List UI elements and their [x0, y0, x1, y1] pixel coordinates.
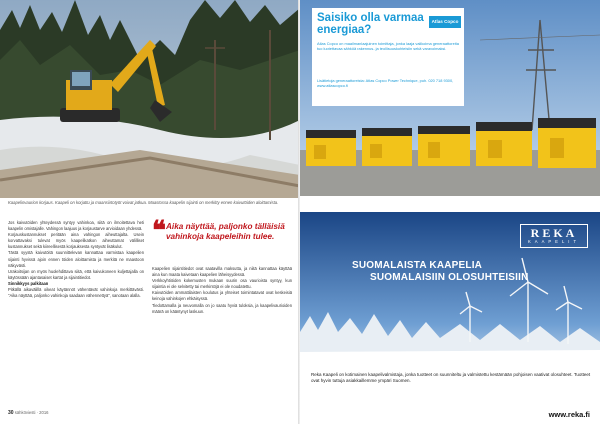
subheading: Sinnikkyys palkitaan	[8, 280, 49, 286]
right-page	[300, 0, 600, 424]
page-number: 30	[8, 410, 14, 416]
paragraph: Korjauskustannukset peritään aina vahingon aiheuttajalta. Usein korvattavaksi tulevat myös kaapelikatkon aiheuttamat välilliset kustannukset sekä kiireellisestä korjauksesta syntyvät lisäkulut.	[8, 232, 144, 250]
paragraph: Pitkällä aikavälillä oikeat käytännöt vähentävät vahinkoja merkittävästi. "Aika näyttää, paljonko vahinkoja saadaan vähennettyä", sanotaan alalla.	[8, 287, 144, 299]
article-column-2	[152, 266, 292, 315]
paragraph: Kaivutöiden ammattilaisten koulutus ja yhteiset toimintatavat ovat keskeisiä keinoja vahinkojen ehkäisyssä.	[152, 290, 292, 302]
pull-quote-text: Aika näyttää, paljonko tälläisiä vahinkoja kaapeleihin tulee.	[166, 222, 285, 241]
reka-headline-1: SUOMALAISTA KAAPELIA	[352, 260, 483, 271]
paragraph: Verkkoyhtiöiden kokemusten mukaan suurin osa vaurioista syntyy, kun sijaintia ei ole selvitetty tai merkintöjä ei ole noudatettu.	[152, 278, 292, 290]
reka-body: Reka Kaapeli on kotimainen kaapelivalmistaja, jonka tuotteet on suunniteltu ja valmistettu kestämään pohjoisen vaativat olosuhteet. Tuotteet ovat hyvin tuttuja asiakkaillemme ympäri Suomen.	[308, 370, 594, 386]
reka-logo	[520, 224, 588, 248]
ad-text-box	[312, 8, 464, 106]
page-footer	[8, 410, 49, 416]
paragraph: Tästä syystä kaivutöitä suunnittelevan kannattaa varmistaa kaapelien sijainti hyvissä ajoin ennen töiden aloittamista ja merkitä ne maastoon näkyvästi.	[8, 250, 144, 268]
photo-caption: Kaapelinvaurion korjaus. Kaapeli on korjattu ja maansiirtotyöt voivat jatkua. Maastossa kaapelin sijainti on merkitty ennen kaivutöiden aloittamista.	[8, 200, 279, 205]
ad-body: Atlas Copco on maailmanlaajuinen toimittaja, jonka laaja valikoima generaattoreita tuo luotettavaa sähköä rakennus- ja teollisuuskohteisiin sekä varavoimaksi.	[317, 41, 459, 52]
paragraph: Tiedottamalla ja neuvomalla on jo saatu hyviä tuloksia, ja kaapelivaurioiden määrä on kääntynyt laskuun.	[152, 302, 292, 314]
reka-logo-sub: KAAPELIT	[527, 239, 580, 244]
footer-text: sähköviesti · 2016	[14, 410, 49, 415]
reka-headline-2: SUOMALAISIIN OLOSUHTEISIIN	[370, 272, 529, 283]
paragraph: Jos kaivutöiden yhteydessä syntyy vahinkoa, siitä on ilmoitettava heti kaapelin omistajalle. Vahingon laajuus ja korjaustarve arvioidaan yhdessä.	[8, 220, 144, 232]
paragraph: Urakoitsijan on myös huolehdittava siitä, että kaivukoneen kuljettajalla on käytössään ajantasaiset kartat ja sijaintitiedot.	[8, 268, 144, 280]
ad-contact: Lisätietoja generaattoreista: Atlas Copco Power Technique, puh. 020 718 9300, www.atlascopco.fi	[317, 78, 454, 89]
atlas-copco-logo: Atlas Copco	[429, 16, 461, 28]
article-column-1	[8, 220, 144, 299]
atlas-copco-ad[interactable]	[300, 0, 600, 196]
reka-ad[interactable]	[300, 212, 600, 424]
reka-url-link[interactable]: www.reka.fi	[548, 410, 590, 419]
paragraph: Kaapelien sijaintitiedot ovat saatavilla maksutta, ja niitä kannattaa käyttää aina kun maata kaivetaan kaapelien läheisyydessä.	[152, 266, 292, 278]
quote-mark-icon: ❝	[152, 216, 166, 245]
ad-title: Saisiko olla varmaa energiaa?	[317, 12, 424, 36]
excavator-photo	[0, 0, 300, 198]
reka-logo-name: REKA	[530, 226, 578, 240]
